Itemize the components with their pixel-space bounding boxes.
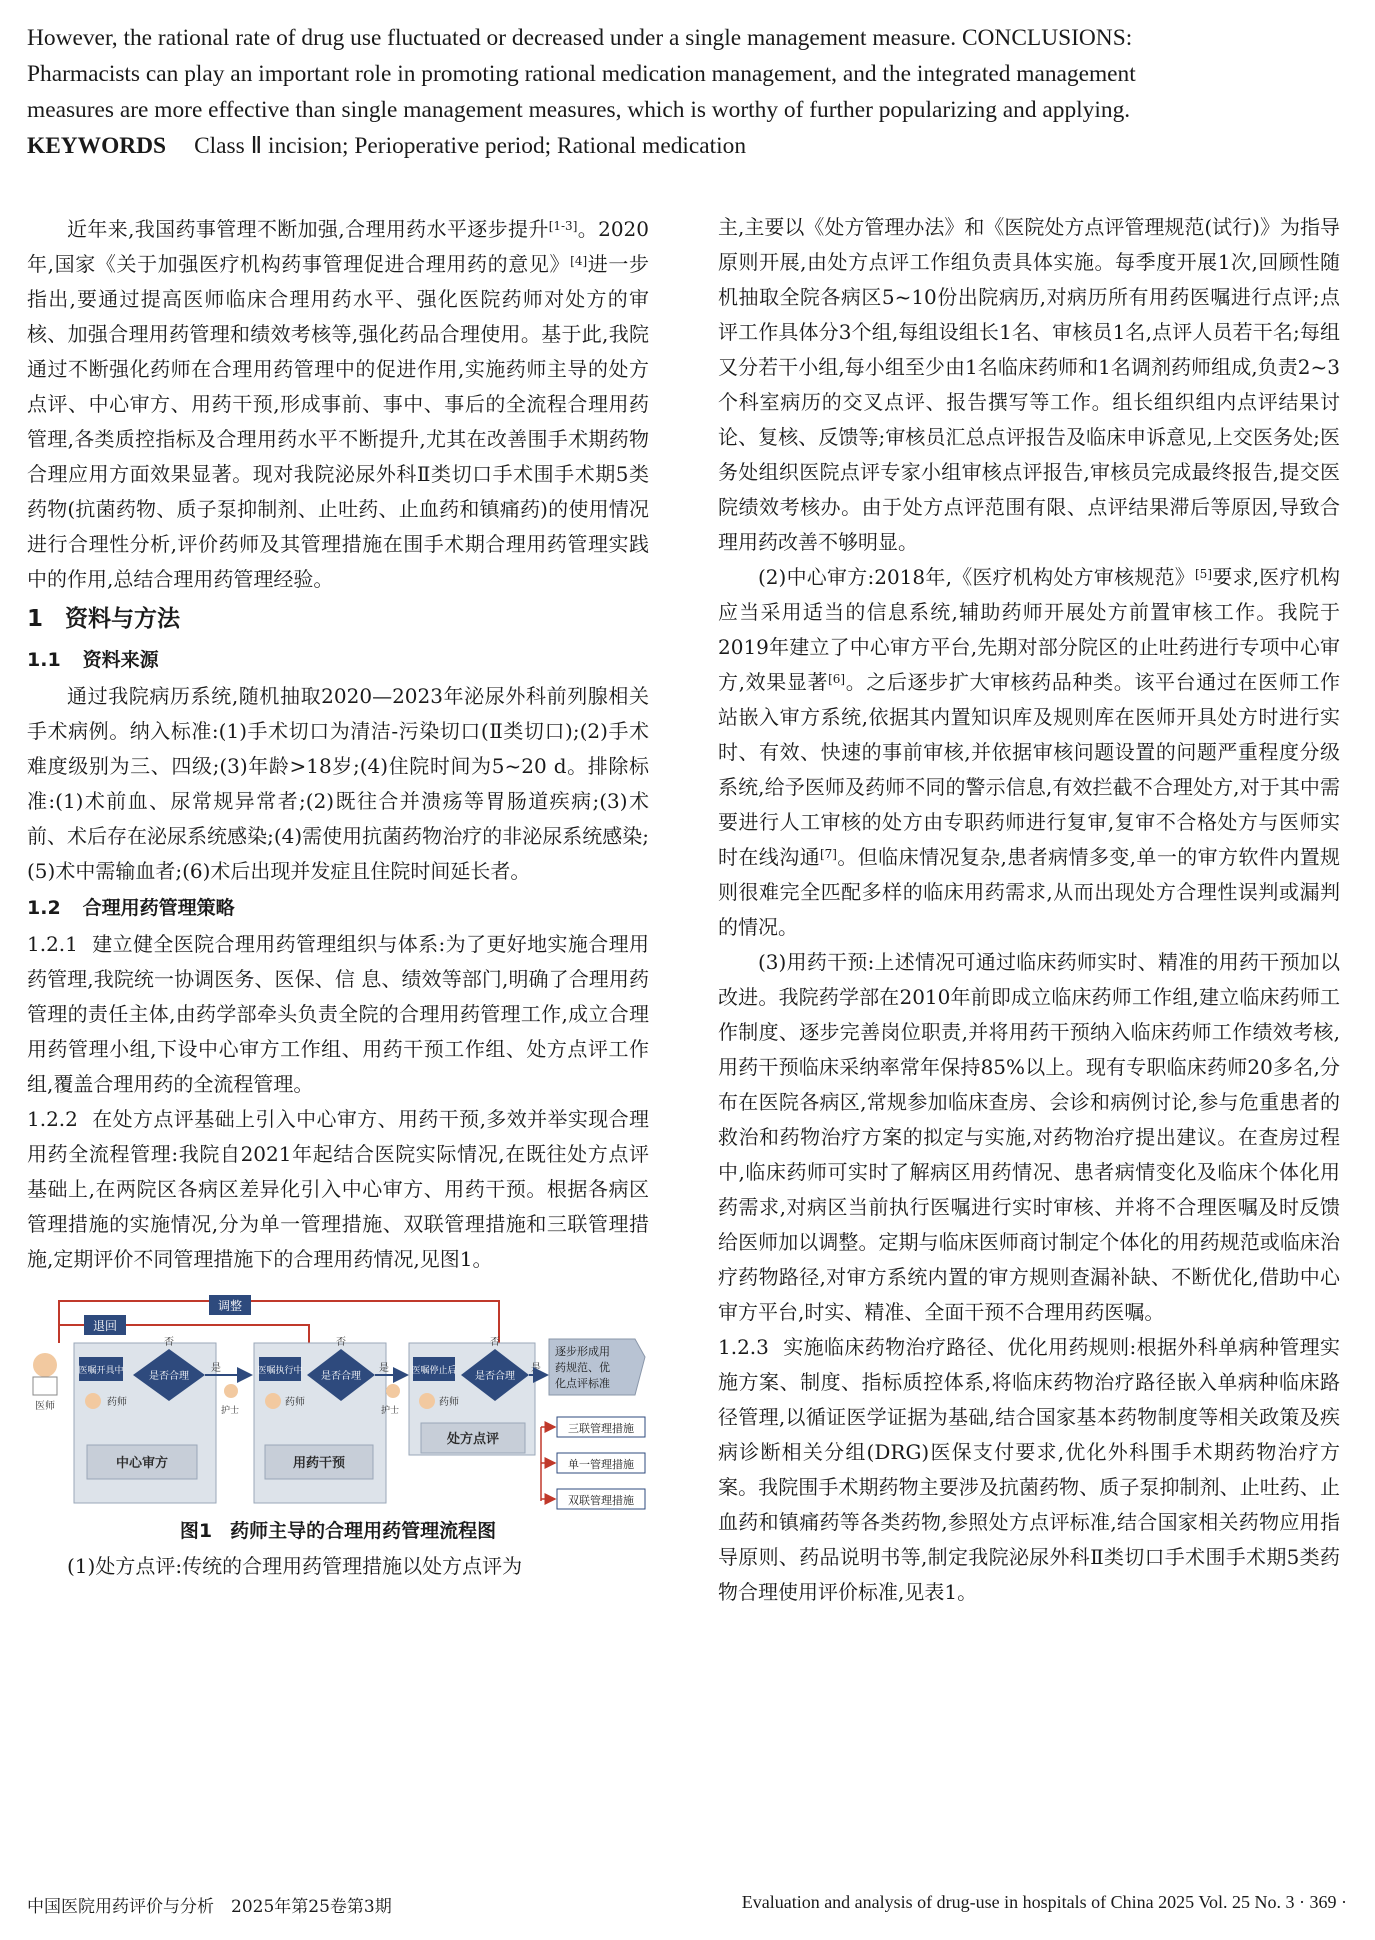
rx-comment-continued: 主,主要以《处方管理办法》和《医院处方点评管理规范(试行)》为指导原则开展,由处方点评工作组负责具体实施。每季度开展1次,回顾性随机抽取全院各病区5~10份出院病历,对病历所有用药医嘱进行点评;点评工作具体分3个组,每组设组长1名、审核员1名,点评人员若干名;每组又分若干小组,每小组至少由1名临床药师和1名调剂药师组成,负责2~3个科室病历的交叉点评、报告撰写等工作。组长组织组内点评结果讨论、复核、反馈等;审核员汇总点评报告及临床申诉意见,上交医务处;医务处组织医院点评专家小组审核点评报告,审核员完成最终报告,提交医院绩效考核办。由于处方点评范围有限、点评结果滞后等原因,导致合理用药改善不够明显。	[718, 215, 1340, 554]
subsection-1-2-1	[27, 927, 649, 1102]
single-measure-label: 单一管理措施	[568, 1458, 634, 1471]
section-title: 合理用药管理策略	[82, 897, 235, 919]
subsection-1-2-2	[27, 1102, 649, 1277]
subsection-number: 1.2.2	[27, 1107, 78, 1131]
nurse-avatar-2	[386, 1384, 400, 1398]
rx-comment-paragraph: (1)处方点评:传统的合理用药管理措施以处方点评为	[67, 1554, 523, 1578]
subsection-text: 建立健全医院合理用药管理组织与体系:为了更好地实施合理用药管理,我院统一协调医务、医保、信 息、绩效等部门,明确了合理用药管理的责任主体,由药学部牵头负责全院的合理用药管理工作,成立合理用药管理小组,下设中心审方工作组、用药干预工作组、处方点评工作组,覆盖合理用药的全流程管理。	[27, 932, 649, 1096]
flowchart-svg	[29, 1295, 647, 1513]
result-line-3: 化点评标准	[555, 1377, 610, 1390]
right-column	[718, 210, 1340, 1610]
intro-paragraph	[27, 212, 649, 597]
doctor-avatar	[33, 1353, 57, 1377]
subsection-number: 1.2.3	[718, 1335, 769, 1359]
no-label-2: 否	[336, 1337, 346, 1348]
nurse-avatar-1	[224, 1384, 238, 1398]
intro-text-a: 近年来,我国药事管理不断加强,合理用药水平逐步提升	[67, 217, 549, 241]
section-title: 资料来源	[82, 649, 159, 671]
source-paragraph: 通过我院病历系统,随机抽取2020—2023年泌尿外科前列腺相关手术病例。纳入标准:(1)手术切口为清洁-污染切口(Ⅱ类切口);(2)手术难度级别为三、四级;(3)年龄>18岁;(4)住院时间为5~20 d。排除标准:(1)术前血、尿常规异常者;(2)既往合并溃疡等胃肠道疾病;(3)术前、术后存在泌尿系统感染;(4)需使用抗菌药物治疗的非泌尿系统感染;(5)术中需输血者;(6)术后出现并发症且住院时间延长者。	[27, 684, 649, 883]
section-heading-1-2	[27, 889, 649, 927]
subsection-1-2-3	[718, 1330, 1340, 1610]
abstract-block	[27, 20, 1347, 164]
keywords-line	[27, 128, 1347, 164]
center-text-d: 。但临床情况复杂,患者病情多变,单一的审方软件内置规则很难完全匹配多样的临床用药需求,从而出现处方合理性误判或漏判的情况。	[718, 845, 1340, 939]
triple-measure-label: 三联管理措施	[568, 1422, 634, 1435]
figure-number: 图1	[179, 1520, 213, 1542]
subsection-text: 实施临床药物治疗路径、优化用药规则:根据外科单病种管理实施方案、制度、指标质控体系,将临床药物治疗路径嵌入单病种临床路径管理,以循证医学证据为基础,结合国家基本药物制度等相关政策及疾病诊断相关分组(DRG)医保支付要求,优化外科围手术期药物治疗方案。我院围手术期药物主要涉及抗菌药物、质子泵抑制剂、止吐药、止血药和镇痛药等各类药物,参照处方点评标准,结合国家相关药物应用指导原则、药品说明书等,制定我院泌尿外科Ⅱ类切口手术围手术期5类药物合理使用评价标准,见表1。	[718, 1335, 1340, 1604]
order-open-label: 医嘱开具中	[78, 1366, 124, 1376]
pharmacist-avatar-2	[265, 1393, 281, 1409]
double-measure-label: 双联管理措施	[568, 1494, 634, 1507]
decision-label-2: 是否合理	[321, 1371, 361, 1382]
pharmacist-label-1: 药师	[107, 1397, 127, 1408]
keywords-label: KEYWORDS	[27, 133, 167, 159]
subsection-number: 1.2.1	[27, 932, 78, 956]
no-label-1: 否	[164, 1337, 174, 1348]
med-intervene-label: 用药干预	[292, 1456, 346, 1471]
center-text-c: 。之后逐步扩大审核药品种类。该平台通过在医师工作站嵌入审方系统,依据其内置知识库及规则库在医师开具处方时进行实时、有效、快速的事前审核,并依据审核问题设置的问题严重程度分级系统,给予医师及药师不同的警示信息,有效拦截不合理处方,对于其中需要进行人工审核的处方由专职药师进行复审,复审不合格处方与医师实时在线沟通	[718, 670, 1341, 869]
center-review-label: 中心审方	[115, 1456, 169, 1471]
intro-text-b: 。2020年,国家《关于加强医疗机构药事管理促进合理用药的意见》	[27, 217, 649, 276]
section-heading-1	[27, 597, 649, 641]
citation: [4]	[570, 254, 588, 268]
return-label: 退回	[92, 1319, 118, 1333]
citation: [6]	[828, 672, 846, 686]
intervene-paragraph: (3)用药干预:上述情况可通过临床药师实时、精准的用药干预加以改进。我院药学部在2010年前即成立临床药师工作组,建立临床药师工作制度、逐步完善岗位职责,并将用药干预纳入临床药师工作绩效考核,用药干预临床采纳率常年保持85%以上。现有专职临床药师20多名,分布在医院各病区,常规参加临床查房、会诊和病例讨论,参与危重患者的救治和药物治疗方案的拟定与实施,对药物治疗提出建议。在查房过程中,临床药师可实时了解病区用药情况、患者病情变化及临床个体化用药需求,对病区当前执行医嘱进行实时审核、并将不合理医嘱及时反馈给医师加以调整。定期与临床医师商讨制定个体化的用药规范或临床治疗药物路径,对审方系统内置的审方规则查漏补缺、不断优化,借助中心审方平台,时实、精准、全面干预不合理用药医嘱。	[718, 950, 1340, 1324]
figure-caption	[27, 1513, 649, 1549]
pharmacist-avatar-1	[85, 1393, 101, 1409]
section-number: 1.1	[27, 649, 61, 671]
pharmacist-label-2: 药师	[285, 1397, 305, 1408]
order-stop-label: 医嘱停止后	[411, 1366, 457, 1376]
center-text-b: 要求,医疗机构应当采用适当的信息系统,辅助药师开展处方前置审核工作。我院于2019年建立了中心审方平台,先期对部分院区的止吐药进行专项中心审方,效果显著	[718, 565, 1340, 694]
decision-label-3: 是否合理	[475, 1371, 515, 1382]
section-number: 1.2	[27, 897, 61, 919]
doctor-body	[33, 1377, 57, 1395]
center-text-a: (2)中心审方:2018年,《医疗机构处方审核规范》	[758, 565, 1195, 589]
adjust-label: 调整	[217, 1299, 243, 1313]
yes-label-2: 是	[379, 1363, 389, 1374]
footer-journal-cn: 中国医院用药评价与分析 2025年第25卷第3期	[27, 1897, 392, 1917]
nurse-label-2: 护士	[381, 1406, 400, 1416]
citation: [5]	[1195, 567, 1212, 581]
abstract-line: Pharmacists can play an important role in promoting rational medication management, and the integrated management	[27, 61, 1136, 87]
result-line-2: 药规范、优	[555, 1361, 610, 1374]
abstract-line: However, the rational rate of drug use fluctuated or decreased under a single management measure. CONCLUSIONS:	[27, 25, 1133, 51]
figure-title: 药师主导的合理用药管理流程图	[230, 1520, 497, 1542]
center-review-paragraph	[718, 560, 1340, 945]
abstract-line: measures are more effective than single management measures, which is worthy of further popularizing and applying.	[27, 97, 1131, 123]
no-label-3: 否	[490, 1337, 500, 1348]
yes-label-1: 是	[211, 1363, 221, 1374]
figure-1-flowchart	[29, 1295, 647, 1513]
citation: [1-3]	[548, 219, 578, 233]
yes-label-3: 是	[531, 1363, 541, 1374]
decision-label-1: 是否合理	[149, 1371, 189, 1382]
doctor-label: 医师	[35, 1401, 55, 1412]
footer-journal-en: Evaluation and analysis of drug-use in hospitals of China 2025 Vol. 25 No. 3 · 369 ·	[741, 1892, 1347, 1912]
citation: [7]	[819, 847, 837, 861]
intro-text-c: 进一步指出,要通过提高医师临床合理用药水平、强化医院药师对处方的审核、加强合理用药管理和绩效考核等,强化药品合理使用。基于此,我院通过不断强化药师在合理用药管理中的促进作用,实施药师主导的处方点评、中心审方、用药干预,形成事前、事中、事后的全流程合理用药管理,各类质控指标及合理用药水平不断提升,尤其在改善围手术期药物合理应用方面效果显著。现对我院泌尿外科Ⅱ类切口手术围手术期5类药物(抗菌药物、质子泵抑制剂、止吐药、止血药和镇痛药)的使用情况进行合理性分析,评价药师及其管理措施在围手术期合理用药管理实践中的作用,总结合理用药管理经验。	[27, 252, 650, 591]
left-column	[27, 212, 649, 1584]
result-line-1: 逐步形成用	[555, 1345, 610, 1358]
pharmacist-label-3: 药师	[439, 1397, 459, 1408]
pharmacist-avatar-3	[419, 1393, 435, 1409]
keywords-text: Class Ⅱ incision; Perioperative period; Rational medication	[194, 133, 747, 159]
nurse-label-1: 护士	[221, 1406, 240, 1416]
section-title: 资料与方法	[65, 606, 181, 632]
section-heading-1-1	[27, 641, 649, 679]
order-exec-label: 医嘱执行中	[257, 1366, 303, 1376]
rx-comment-label: 处方点评	[446, 1432, 500, 1447]
section-number: 1	[27, 606, 44, 632]
subsection-text: 在处方点评基础上引入中心审方、用药干预,多效并举实现合理用药全流程管理:我院自2021年起结合医院实际情况,在既往处方点评基础上,在两院区各病区差异化引入中心审方、用药干预。根据各病区管理措施的实施情况,分为单一管理措施、双联管理措施和三联管理措施,定期评价不同管理措施下的合理用药情况,见图1。	[27, 1107, 649, 1271]
